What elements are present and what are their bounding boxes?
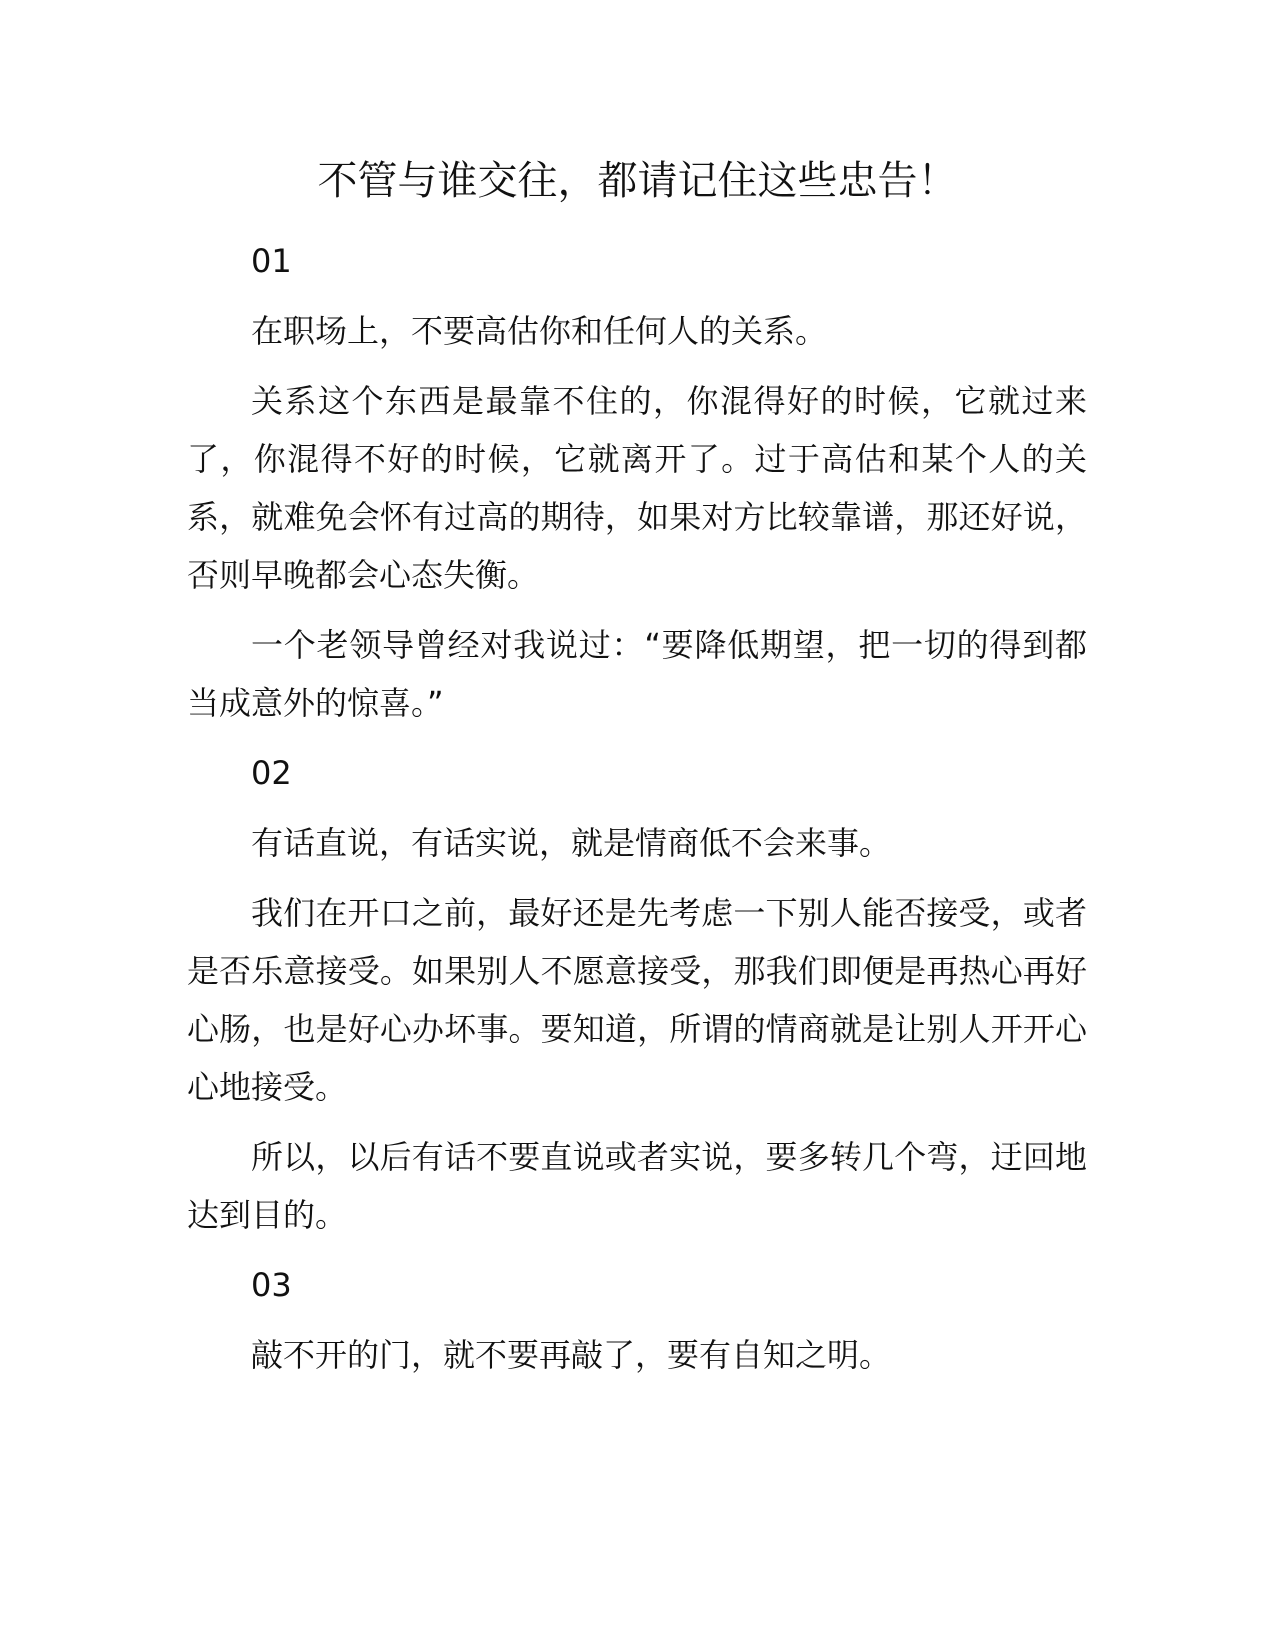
document-title: 不管与谁交往，都请记住这些忠告！ bbox=[317, 158, 958, 204]
paragraph: 在职场上，不要高估你和任何人的关系。 bbox=[251, 312, 828, 350]
paragraph: 所以，以后有话不要直说或者实说，要多转几个弯，迂回地达到目的。 bbox=[187, 1138, 1087, 1234]
paragraph: 一个老领导曾经对我说过：“要降低期望，把一切的得到都当成意外的惊喜。” bbox=[187, 626, 1087, 722]
section-number-03: 03 bbox=[251, 1266, 292, 1304]
document-body bbox=[187, 232, 1087, 1384]
paragraph: 关系这个东西是最靠不住的，你混得好的时候，它就过来了，你混得不好的时候，它就离开了。过于高估和某个人的关系，就难免会怀有过高的期待，如果对方比较靠谱，那还好说，否则早晚都会心态失衡。 bbox=[187, 382, 1087, 594]
paragraph: 敲不开的门，就不要再敲了，要有自知之明。 bbox=[251, 1336, 892, 1374]
section-number-02: 02 bbox=[251, 754, 292, 792]
paragraph: 我们在开口之前，最好还是先考虑一下别人能否接受，或者是否乐意接受。如果别人不愿意接受，那我们即便是再热心再好心肠，也是好心办坏事。要知道，所谓的情商就是让别人开开心心地接受。 bbox=[187, 894, 1087, 1106]
paragraph: 有话直说，有话实说，就是情商低不会来事。 bbox=[251, 824, 892, 862]
section-number-01: 01 bbox=[251, 242, 292, 280]
